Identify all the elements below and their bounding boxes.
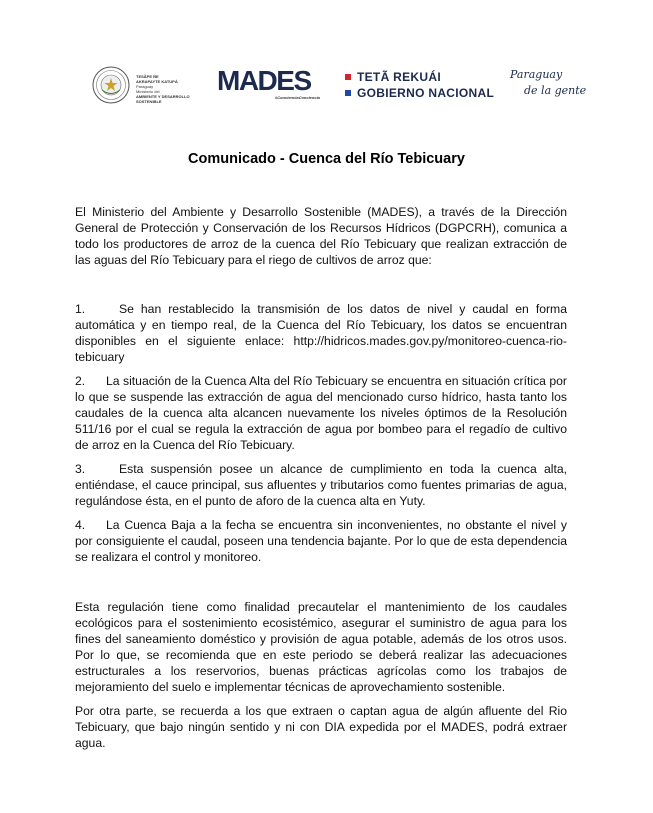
letterhead [0, 58, 653, 118]
list-item-text: La Cuenca Baja a la fecha se encuentra sin inconvenientes, no obstante el nivel y por consiguiente el caudal, poseen una tendencia bajante. Por lo que de esta dependencia se realizara el control y monitoreo. [75, 518, 567, 564]
py-logo-line-1: Paraguay [510, 68, 563, 81]
list-item-text: La situación de la Cuenca Alta del Río Tebicuary se encuentra en situación crítica por lo que se suspende las extracción de agua del mencionado curso hídrico, hasta tanto los caudales de la cuenca alta alcancen nuevamente los niveles óptimos de la Resolución 511/16 por el cual se regula la extracción de agua por bombeo para el regadío de cultivo de arroz en la Cuenca del Río Tebicuary. [75, 374, 567, 452]
mades-logo [217, 65, 320, 103]
mades-logo-text: MADES [217, 65, 311, 96]
mades-tagline: #ConcienciaConciencia [275, 95, 320, 100]
seal-text-line: TESÃPE ÑE [136, 74, 159, 79]
list-item [75, 517, 567, 565]
list-item-number: 2. [75, 374, 86, 388]
gov-line-2: GOBIERNO NACIONAL [357, 86, 495, 100]
regulation-paragraph: Esta regulación tiene como finalidad precautelar el mantenimiento de los caudales ecológicos para el sostenimiento ecosistémico, asegurar el suministro de agua para los fines del saneamiento doméstico y provisión de agua potable, además de los otros usos. Por lo que, se recomienda que en este periodo se deberá realizar las adecuaciones estructurales a los reservorios, buenas prácticas agrícolas como los trabajos de mejoramiento del suelo e implementar técnicas de aprovechamiento sostenible. [75, 600, 567, 694]
list-item [75, 301, 567, 365]
blue-square-icon [345, 90, 351, 96]
gov-line-1: TETÃ REKUÁI [357, 70, 441, 84]
paraguay-de-la-gente-logo [510, 68, 590, 108]
intro-paragraph: El Ministerio del Ambiente y Desarrollo Sostenible (MADES), a través de la Dirección General de Protección y Conservación de los Recursos Hídricos (DGPCRH), comunica a todo los productores de arroz de la cuenca del Río Tebicuary que realizan extracción de las aguas del Río Tebicuary para el riego de cultivos de arroz que: [75, 205, 567, 267]
list-item [75, 461, 567, 509]
list-item-text: Esta suspensión posee un alcance de cumplimiento en toda la cuenca alta, entiéndase, el cauce principal, sus afluentes y tributarios como fuentes primarias de agua, regulándose ésta, en el punto de aforo de la cuenca alta en Yuty. [75, 462, 567, 508]
seal-text-line: Paraguay [136, 84, 154, 89]
page-title: Comunicado - Cuenca del Río Tebicuary [188, 151, 465, 167]
list-item-number: 1. [75, 302, 86, 316]
seal-text-line: AMBIENTE Y DESARROLLO [136, 94, 190, 99]
red-square-icon [345, 74, 351, 80]
seal-text-line: AKRAPAYTE KATUPÁ [136, 79, 178, 84]
ministry-seal-block [92, 66, 200, 106]
seal-text-line: SOSTENIBLE [136, 99, 162, 104]
list-item-number: 4. [75, 518, 86, 532]
national-seal-icon [92, 66, 130, 104]
list-item-text: Se han restablecido la transmisión de los datos de nivel y caudal en forma automática y en tiempo real, de la Cuenca del Río Tebicuary, los datos se encuentran disponibles en el siguiente enlace: http://hidricos.mades.gov.py/monitoreo-cuenca-rio-tebicuary [75, 302, 567, 364]
reminder-paragraph: Por otra parte, se recuerda a los que extraen o captan agua de algún afluente del Rio Tebicuary, que bajo ningún sentido y ni con DIA expedida por el MADES, podrá extraer agua. [75, 704, 567, 750]
seal-text-line: Ministerio del [136, 89, 160, 94]
gobierno-nacional-logo [345, 70, 505, 102]
list-item [75, 373, 567, 453]
list-item-number: 3. [75, 462, 86, 476]
py-logo-line-2: de la gente [524, 84, 587, 97]
